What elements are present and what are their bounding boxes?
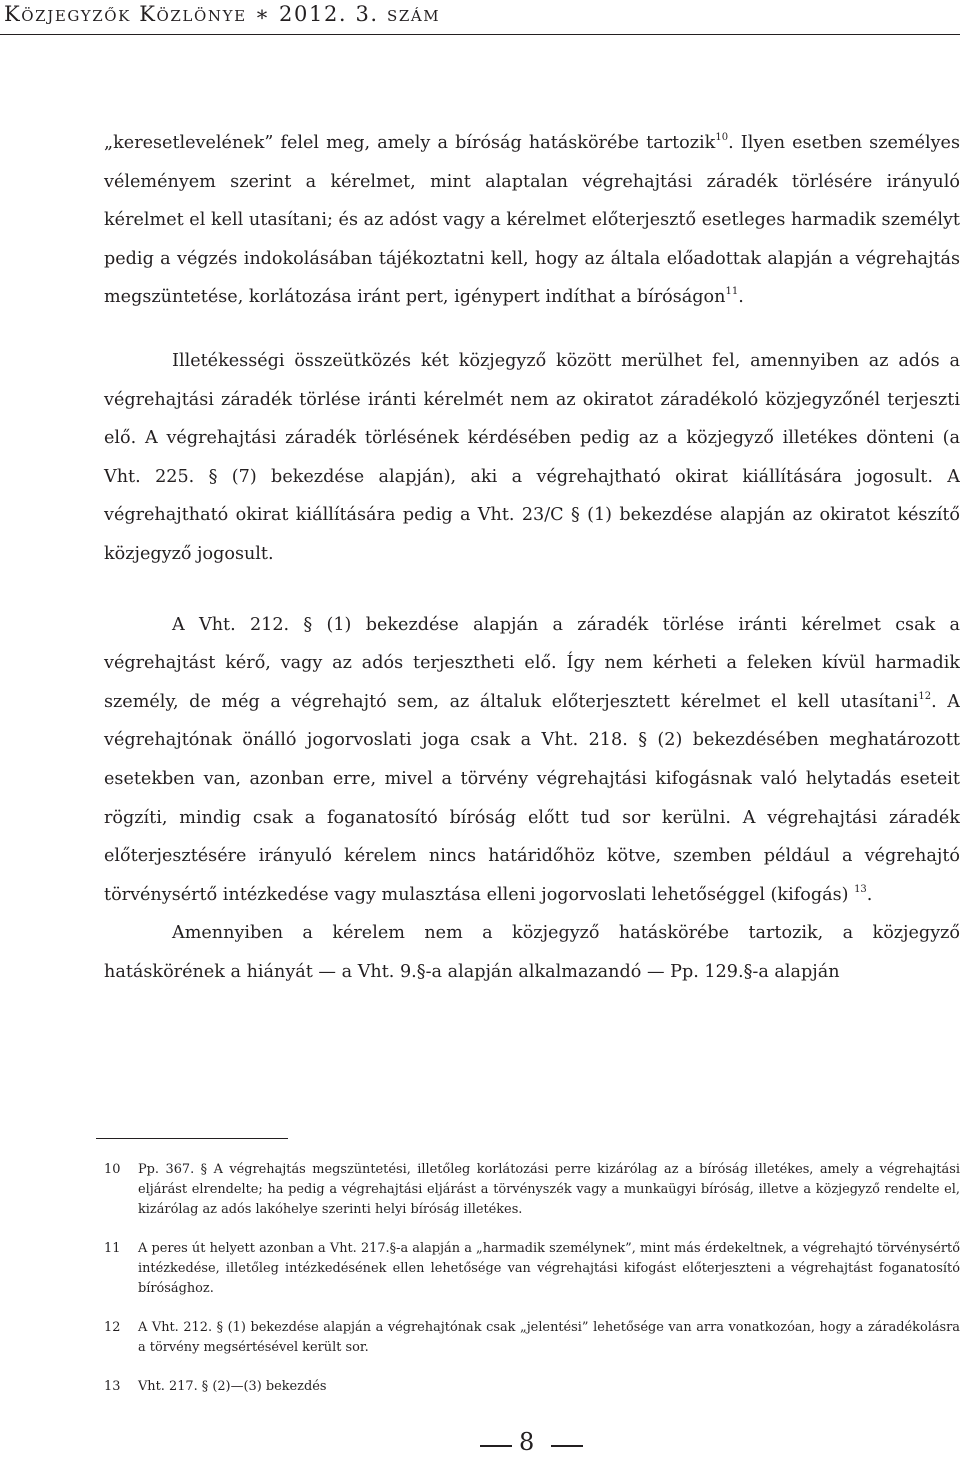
footnote-text: A Vht. 212. § (1) bekezdése alapján a végrehajtónak csak „jelentési” lehetősége van arra vonatkozóan, hogy a záradékolásra a törvény megsértésével került sor. bbox=[138, 1320, 960, 1355]
footnote-ref-13[interactable]: 13 bbox=[854, 883, 867, 895]
footnote-number: 10 bbox=[104, 1162, 121, 1177]
footnote-number: 11 bbox=[104, 1241, 121, 1256]
footnotes bbox=[104, 1160, 960, 1416]
footnote-text: Pp. 367. § A végrehajtás megszüntetési, illetőleg korlátozási perre kizárólag az a bíróság illetékes, amely a végrehajtási eljárást elrendelte; ha pedig a végrehajtási eljárást a törvényszék vagy a munkaügyi bíróság, illetve a közjegyző rendelte el, kizárólag az adós lakóhelye szerinti helyi bíróság illetékes. bbox=[138, 1162, 960, 1217]
paragraph-1-text-b: . Ilyen esetben személyes véleményem szerint a kérelmet, mint alaptalan végrehajtási záradék törlésére irányuló kérelmet el kell utasítani; és az adóst vagy a kérelmet előterjesztő esetleges harmadik személyt pedig a végzés indokolásában tájékoztatni kell, hogy az általa előadottak alapján a végrehajtás megszüntetése, korlátozása iránt pert, igénypert indíthat a bíróságon bbox=[104, 133, 960, 308]
paragraph-3-text-c: . bbox=[866, 884, 873, 905]
paragraph-1-text-c: . bbox=[738, 287, 744, 308]
footnote-number: 12 bbox=[104, 1320, 121, 1335]
footnote-text: Vht. 217. § (2)—(3) bekezdés bbox=[138, 1379, 327, 1394]
paragraph-3 bbox=[104, 606, 960, 915]
page-number-dash-right bbox=[551, 1445, 583, 1447]
footnote-11 bbox=[104, 1239, 960, 1299]
paragraph-3-text-a: A Vht. 212. § (1) bekezdése alapján a záradék törlése iránti kérelmet csak a végrehajtást kérő, vagy az adós terjesztheti elő. Így nem kérheti a feleken kívül harmadik személy, de még a végrehajtó sem, az általuk előterjesztett kérelmet el kell utasítani bbox=[104, 614, 960, 712]
body-text bbox=[104, 124, 960, 991]
footnote-number: 13 bbox=[104, 1379, 121, 1394]
footnote-text: A peres út helyett azonban a Vht. 217.§-a alapján a „harmadik személynek”, mint más érdekeltnek, a végrehajtó törvénysértő intézkedése, illetőleg intézkedésének ellen lehetősége van végrehajtási kifogást előterjeszteni a végrehajtást foganatosító bírósághoz. bbox=[138, 1241, 960, 1296]
footnote-13 bbox=[104, 1377, 960, 1397]
footnote-ref-12[interactable]: 12 bbox=[918, 690, 932, 702]
footnote-ref-11[interactable]: 11 bbox=[725, 286, 739, 298]
page-number-dash-left bbox=[480, 1445, 512, 1447]
paragraph-2: Illetékességi összeütközés két közjegyző között merülhet fel, amennyiben az adós a végrehajtási záradék törlése iránti kérelmét nem az okiratot záradékoló közjegyzőnél terjeszti elő. A végrehajtási záradék törlésének kérdésében pedig az a közjegyző illetékes dönteni (a Vht. 225. § (7) bekezdése alapján), aki a végrehajtható okirat kiállítására jogosult. A végrehajtható okirat kiállítására pedig a Vht. 23/C § (1) bekezdése alapján az okiratot készítő közjegyző jogosult. bbox=[104, 350, 960, 564]
running-header bbox=[0, 0, 960, 40]
page-footer bbox=[0, 1425, 960, 1465]
page-number: 8 bbox=[519, 1428, 535, 1456]
header-rule bbox=[0, 34, 960, 35]
journal-title: Közjegyzők Közlönye ∗ 2012. 3. szám bbox=[4, 2, 441, 26]
footnote-10 bbox=[104, 1160, 960, 1220]
footnote-ref-10[interactable]: 10 bbox=[715, 132, 729, 143]
footnote-separator bbox=[96, 1138, 288, 1139]
paragraph-1-text-a: „keresetlevelének” felel meg, amely a bíróság hatáskörébe tartozik bbox=[104, 133, 716, 153]
footnote-12 bbox=[104, 1318, 960, 1358]
paragraph-4: Amennyiben a kérelem nem a közjegyző hatáskörébe tartozik, a közjegyző hatáskörének a hiányát — a Vht. 9.§-a alapján alkalmazandó — Pp. 129.§-a alapján bbox=[104, 923, 960, 982]
paragraph-3-text-b: . A végrehajtónak önálló jogorvoslati joga csak a Vht. 218. § (2) bekezdésében meghatározott esetekben van, azonban erre, mivel a törvény végrehajtási kifogásnak való helytadás eseteit rögzíti, mindig csak a foganatosító bíróság előtt tud sor kerülni. A végrehajtási záradék előterjesztésére irányuló kérelem nincs határidőhöz kötve, szemben például a végrehajtó törvénysértő intézkedése vagy mulasztása elleni jogorvoslati lehetőséggel (kifogás) bbox=[104, 691, 960, 905]
paragraph-1 bbox=[104, 124, 960, 317]
